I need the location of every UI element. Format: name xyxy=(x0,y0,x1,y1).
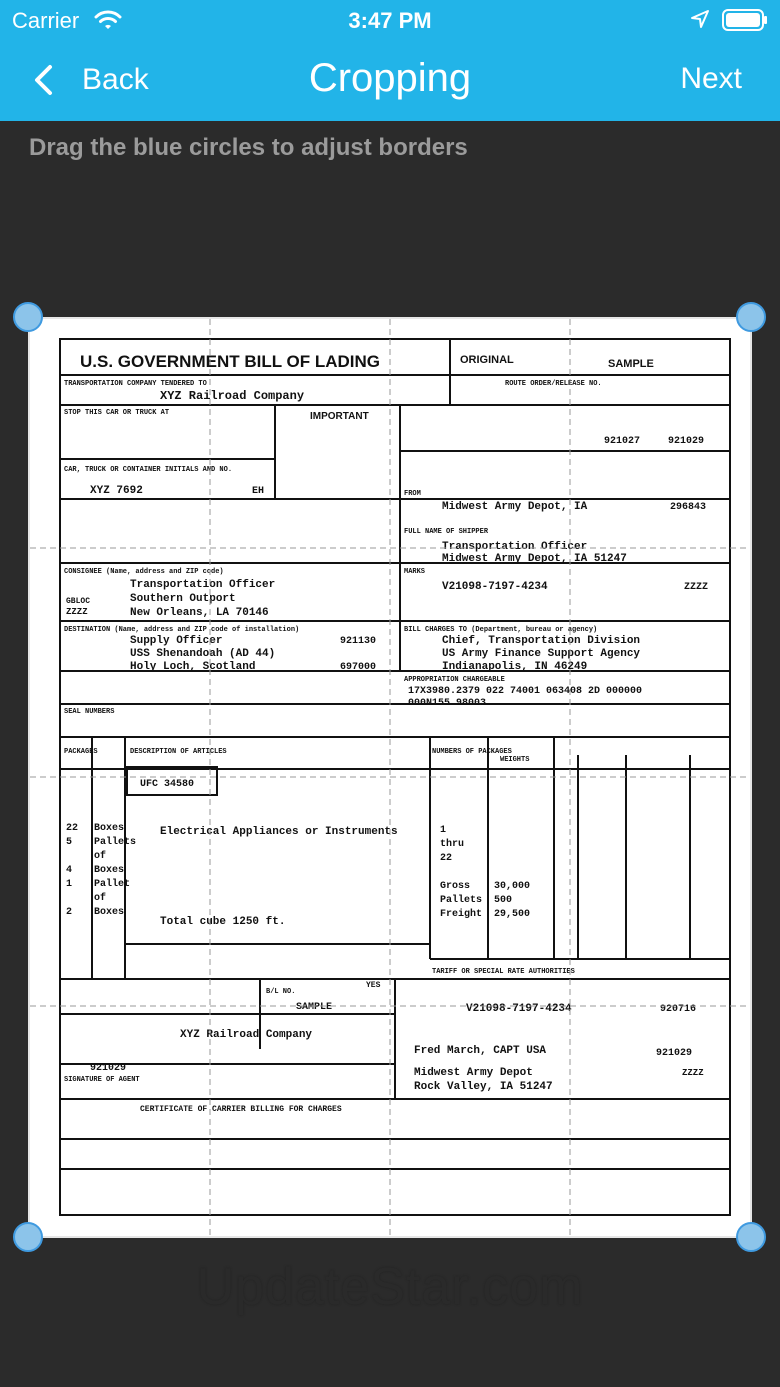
battery-icon xyxy=(722,9,768,31)
doc-received-date: 921029 xyxy=(90,1063,127,1074)
doc-unit: Boxes xyxy=(94,823,125,834)
doc-marks-label: MARKS xyxy=(404,568,426,576)
doc-description: Electrical Appliances or Instruments xyxy=(160,826,398,838)
doc-date-issued: 921029 xyxy=(668,436,705,447)
doc-appropriation-1: 17X3980.2379 022 74001 063408 2D 000000 xyxy=(408,686,643,697)
doc-gbloc-label: GBLOC xyxy=(66,597,91,606)
doc-shipper-2: Midwest Army Depot, IA 51247 xyxy=(442,553,627,565)
doc-sample: SAMPLE xyxy=(608,358,654,370)
watermark: UpdateStar.com xyxy=(196,1258,584,1316)
doc-total-cube: Total cube 1250 ft. xyxy=(160,916,286,928)
doc-unit: of xyxy=(94,893,107,904)
status-bar xyxy=(0,0,780,40)
doc-from: Midwest Army Depot, IA xyxy=(442,501,588,513)
doc-gbloc: ZZZZ xyxy=(66,607,88,617)
doc-route-order: ROUTE ORDER/RELEASE NO. xyxy=(505,380,602,388)
doc-transport-company: XYZ Railroad Company xyxy=(180,1029,313,1041)
doc-certificate: CERTIFICATE OF CARRIER BILLING FOR CHARGES xyxy=(140,1105,342,1114)
doc-unit: Pallets xyxy=(94,837,137,848)
doc-consignee-3: New Orleans, LA 70146 xyxy=(130,607,269,619)
doc-quantity: 22 xyxy=(66,823,79,834)
doc-col-weights: WEIGHTS xyxy=(500,756,530,764)
doc-stop-car: STOP THIS CAR OR TRUCK AT xyxy=(64,409,170,417)
doc-carrier-label: TRANSPORTATION COMPANY TENDERED TO xyxy=(64,380,207,388)
doc-bl-no-label: B/L NO. xyxy=(266,988,296,996)
doc-col-description: DESCRIPTION OF ARTICLES xyxy=(130,748,227,756)
doc-date-furnished: 921027 xyxy=(604,436,641,447)
doc-bill-charges-1: Chief, Transportation Division xyxy=(442,635,641,647)
doc-weight-label: Freight xyxy=(440,909,483,920)
doc-appropriation-2: 000N155 98003 xyxy=(408,698,487,709)
doc-marks: V21098-7197-4234 xyxy=(442,581,548,593)
doc-unit: Boxes xyxy=(94,865,125,876)
doc-quantity: 1 xyxy=(66,879,73,890)
doc-consignee-label: CONSIGNEE (Name, address and ZIP code) xyxy=(64,568,224,576)
doc-bill-charges-label: BILL CHARGES TO (Department, bureau or agency) xyxy=(404,626,598,634)
carrier-label: Carrier xyxy=(12,8,80,33)
doc-appropriation-label: APPROPRIATION CHARGEABLE xyxy=(404,676,505,684)
doc-gbloc2: ZZZZ xyxy=(682,1068,704,1078)
doc-seal-numbers: SEAL NUMBERS xyxy=(64,708,115,716)
doc-bill-charges-2: US Army Finance Support Agency xyxy=(442,648,641,660)
document-preview xyxy=(28,317,752,1238)
doc-consignee-2: Southern Outport xyxy=(130,593,236,605)
next-button[interactable]: Next xyxy=(680,62,742,95)
crop-handle-bottom-right[interactable] xyxy=(736,1222,766,1252)
doc-quantity: 5 xyxy=(66,837,73,848)
doc-weight-value: 29,500 xyxy=(494,909,531,920)
doc-shipper-label: FULL NAME OF SHIPPER xyxy=(404,528,489,536)
doc-shipper-1: Transportation Officer xyxy=(442,541,588,553)
doc-dest-splc: 697000 xyxy=(340,662,377,673)
crop-handle-bottom-left[interactable] xyxy=(13,1222,43,1252)
crop-handle-top-right[interactable] xyxy=(736,302,766,332)
doc-destination-3: Holy Loch, Scotland xyxy=(130,661,256,673)
doc-car-no: XYZ 7692 xyxy=(90,485,143,497)
page-title: Cropping xyxy=(308,56,472,100)
doc-thru: thru xyxy=(440,839,465,850)
clock: 3:47 PM xyxy=(348,8,432,33)
doc-car-kind: EH xyxy=(252,486,265,497)
doc-signature-agent: SIGNATURE OF AGENT xyxy=(64,1076,140,1084)
doc-heading: U.S. GOVERNMENT BILL OF LADING xyxy=(80,352,381,371)
doc-quantity: 4 xyxy=(66,865,73,876)
doc-issuing-office: V21098-7197-4234 xyxy=(466,1003,572,1015)
doc-officer-date: 921029 xyxy=(656,1048,693,1059)
bill-of-lading xyxy=(30,319,750,1236)
back-label: Back xyxy=(82,63,149,96)
doc-col-numbers: NUMBERS OF PACKAGES xyxy=(432,748,512,756)
doc-unit: Pallet xyxy=(94,879,131,890)
doc-car-label: CAR, TRUCK OR CONTAINER INITIALS AND NO. xyxy=(64,466,233,474)
doc-splc-from: 296843 xyxy=(670,502,707,513)
doc-yes: YES xyxy=(366,981,381,990)
doc-carrier-company: XYZ Railroad Company xyxy=(160,389,305,403)
doc-gbloc-right: ZZZZ xyxy=(684,582,709,593)
doc-dest-code: 921130 xyxy=(340,636,377,647)
doc-weight-value: 30,000 xyxy=(494,881,531,892)
doc-quantity: 2 xyxy=(66,907,73,918)
doc-original: ORIGINAL xyxy=(460,354,514,366)
doc-issued-by-2: Rock Valley, IA 51247 xyxy=(414,1081,553,1093)
doc-weight-label: Pallets xyxy=(440,895,483,906)
doc-unit: of xyxy=(94,851,107,862)
crop-handle-top-left[interactable] xyxy=(13,302,43,332)
doc-unit: Boxes xyxy=(94,907,125,918)
location-arrow-icon xyxy=(690,9,710,29)
doc-destination-label: DESTINATION (Name, address and ZIP code of installation) xyxy=(64,626,300,634)
doc-officer: Fred March, CAPT USA xyxy=(414,1045,547,1057)
doc-important: IMPORTANT xyxy=(310,411,369,422)
doc-destination-2: USS Shenandoah (AD 44) xyxy=(130,648,276,660)
navigation-bar xyxy=(0,40,780,121)
doc-bill-charges-3: Indianapolis, IN 46249 xyxy=(442,661,588,673)
doc-thru: 1 xyxy=(440,825,447,836)
doc-issued-by-1: Midwest Army Depot xyxy=(414,1067,533,1079)
doc-destination-1: Supply Officer xyxy=(130,635,223,647)
doc-consignee-1: Transportation Officer xyxy=(130,579,276,591)
doc-tariff: TARIFF OR SPECIAL RATE AUTHORITIES xyxy=(432,968,575,976)
doc-thru: 22 xyxy=(440,853,453,864)
doc-col-packages: PACKAGES xyxy=(64,748,98,756)
doc-weight-label: Gross xyxy=(440,881,471,892)
doc-from-label: FROM xyxy=(404,490,421,498)
doc-bl-no: SAMPLE xyxy=(296,1002,333,1013)
doc-issuing-code: 920716 xyxy=(660,1004,697,1015)
doc-classification: UFC 34580 xyxy=(140,779,195,790)
doc-weight-value: 500 xyxy=(494,895,513,906)
crop-hint: Drag the blue circles to adjust borders xyxy=(29,134,468,161)
